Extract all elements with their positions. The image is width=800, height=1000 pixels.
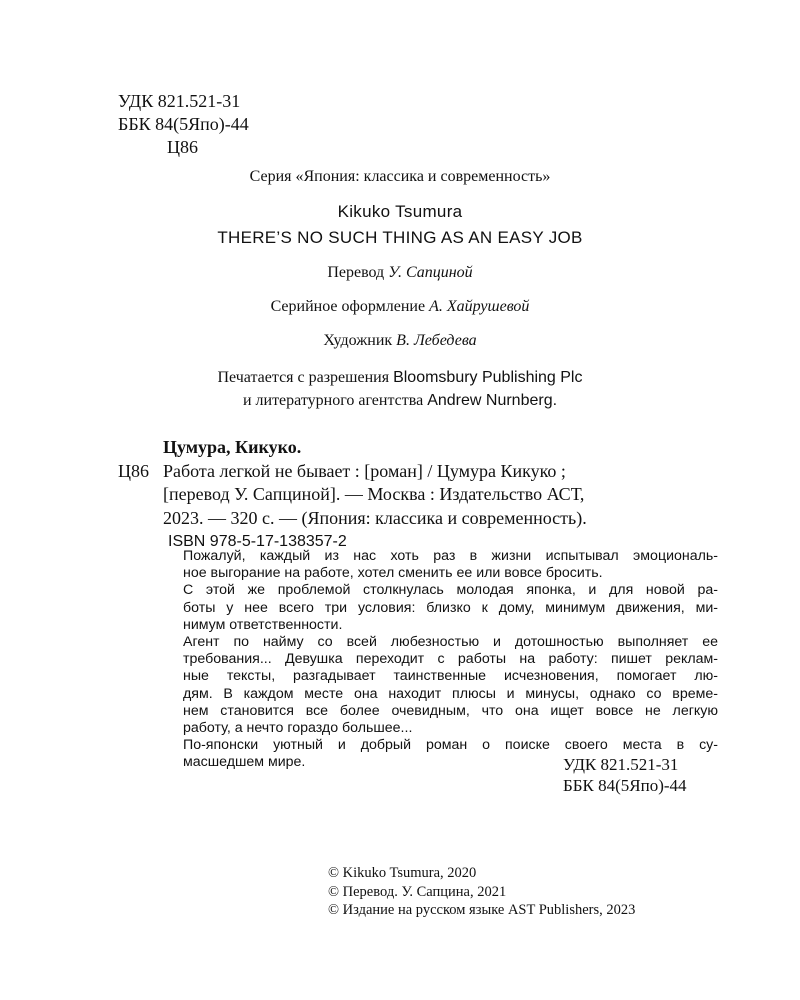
udk-code: УДК 821.521-31: [563, 755, 679, 774]
annotation-line: По-японски уютный и добрый роман о поиске своего места в су-: [183, 737, 718, 754]
annotation-line: нем становится все более очевидным, что она ищет вовсе не легкую: [183, 702, 718, 719]
bib-line: [перевод У. Сапциной]. — Москва : Издательство АСТ,: [163, 484, 585, 504]
udk-code: УДК 821.521-31: [118, 91, 241, 111]
annotation-line: С этой же проблемой столкнулась молодая японка, и для новой ра-: [183, 582, 718, 599]
annotation: [163, 548, 718, 772]
permission-text: и литературного агентства: [242, 392, 428, 409]
isbn: ISBN 978-5-17-138357-2: [168, 533, 347, 550]
agency-name: Andrew Nurnberg.: [427, 392, 558, 409]
annotation-paragraph: [163, 634, 718, 737]
credit-name: В. Лебедева: [396, 332, 477, 349]
bbk-code: ББК 84(5Япо)-44: [118, 114, 249, 134]
copyright-block: [328, 864, 635, 920]
author-sign: Ц86: [167, 137, 198, 157]
classification-codes-bottom: [563, 754, 687, 796]
credit-role: Перевод: [327, 264, 385, 281]
copyright-line: © Издание на русском языке AST Publishers, 2023: [328, 902, 636, 918]
bibliographic-record: [118, 436, 718, 554]
publisher-name: Bloomsbury Publishing Plc: [393, 369, 583, 386]
credit-translation: [0, 264, 800, 282]
original-author: Kikuko Tsumura: [337, 202, 463, 221]
permission-text: Печатается с разрешения: [217, 369, 394, 386]
credit-series-design: [0, 298, 800, 316]
copyright-line: © Kikuko Tsumura, 2020: [328, 865, 477, 881]
credit-artist: [0, 332, 800, 350]
permission-notice: [0, 366, 800, 412]
bib-line: Работа легкой не бывает : [роман] / Цумура Кикуко ;: [163, 460, 566, 481]
original-title: THERE’S NO SUCH THING AS AN EASY JOB: [217, 228, 583, 247]
bib-heading: Цумура, Кикуко.: [163, 437, 302, 457]
credit-name: У. Сапциной: [388, 264, 473, 281]
annotation-line: ные тексты, разгадывает таинственные исчезновения, помогает лю-: [183, 668, 718, 685]
annotation-paragraph: [163, 548, 718, 582]
annotation-line: ное выгорание на работе, хотел сменить ее или вовсе бросить.: [183, 565, 603, 582]
classification-codes: [118, 90, 249, 159]
copyright-line: © Перевод. У. Сапцина, 2021: [328, 883, 507, 900]
credit-role: Художник: [323, 332, 393, 349]
annotation-line: боты у нее всего три условия: близко к дому, минимум движения, ми-: [183, 599, 718, 616]
credit-role: Серийное оформление: [270, 298, 426, 315]
bib-code: Ц86: [118, 460, 149, 481]
annotation-line: Агент по найму со всей любезностью и дотошностью выполняет ее: [183, 634, 718, 651]
annotation-line: дям. В каждом месте она находит плюсы и минусы, однако со време-: [183, 685, 718, 702]
annotation-line: требования... Девушка переходит с работы на работу: пишет реклам-: [183, 651, 718, 668]
credit-name: А. Хайрушевой: [429, 298, 530, 315]
bib-line: 2023. — 320 с. — (Япония: классика и современность).: [163, 507, 587, 528]
annotation-paragraph: [163, 582, 718, 634]
bbk-code: ББК 84(5Япо)-44: [563, 776, 687, 795]
annotation-line: Пожалуй, каждый из нас хоть раз в жизни испытывал эмоциональ-: [183, 548, 718, 564]
annotation-line: масшедшем мире.: [183, 754, 306, 771]
annotation-line: работу, а нечто гораздо большее...: [183, 720, 413, 737]
series-line: Серия «Япония: классика и современность»: [249, 168, 551, 185]
annotation-line: нимум ответственности.: [183, 616, 343, 633]
